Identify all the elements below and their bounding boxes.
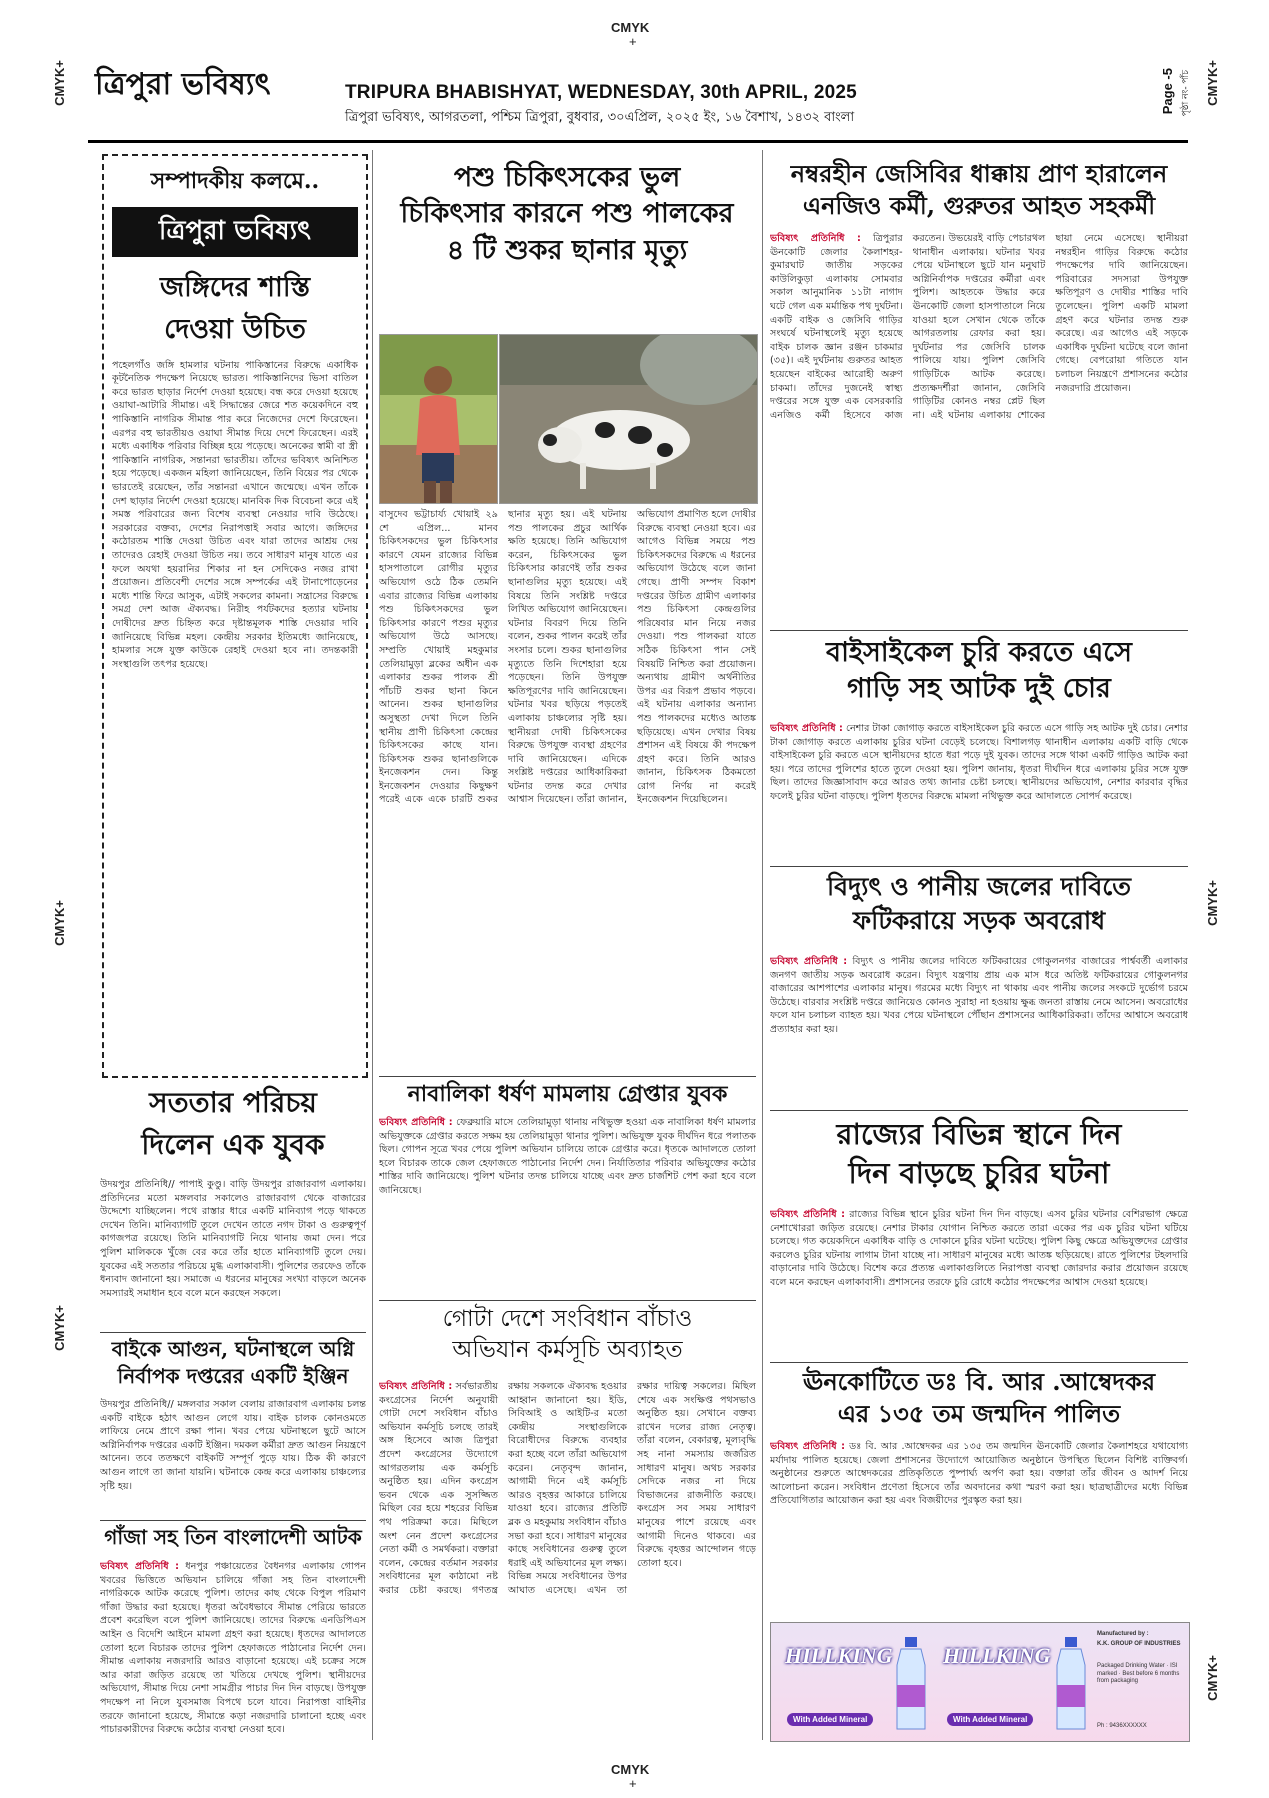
story-honesty-headline-l1: সততার পরিচয় — [149, 1086, 317, 1119]
hillking-advertisement[interactable] — [770, 1622, 1190, 1742]
story-water-headline-l2: ফটিকরায়ে সড়ক অবরোধ — [852, 905, 1106, 935]
story-constitution-headline-l2: অভিযান কর্মসূচি অব্যাহত — [452, 1337, 683, 1364]
water-bottle-icon — [1051, 1635, 1091, 1733]
story-theft-headline-l2: দিন বাড়ছে চুরির ঘটনা — [848, 1156, 1110, 1191]
divider — [379, 1076, 756, 1077]
story-ambedkar-headline-l2: এর ১৩৫ তম জন্মদিন পালিত — [837, 1399, 1121, 1429]
registration-right-top: CMYK+ — [1205, 60, 1220, 106]
story-theft-byline: ভবিষ্যৎ প্রতিনিধি : — [770, 1209, 845, 1220]
story-bicycle-headline-l1: বাইসাইকেল চুরি করতে এসে — [826, 637, 1132, 668]
story-water-headline-l1: বিদ্যুৎ ও পানীয় জলের দাবিতে — [826, 872, 1132, 901]
story-vet-headline — [378, 160, 756, 269]
masthead-logo: ত্রিপুরা ভবিষ্যৎ — [95, 67, 271, 102]
story-rape-text: ফেব্রুয়ারি মাসে তেলিয়ামুড়া থানায় নথিভুক্ত হওয়া এক নাবালিকা ধর্ষণ মামলার অভিযুক্তকে গ্রেপ্তার করতে সক্ষম হয় তেলিয়ামুড়া থানার পুলিশ। অভিযুক্ত যুবক দীর্ঘদিন ধরে পলাতক ছিল। গোপন সূত্রে খবর পেয়ে পুলিশ অভিযান চালিয়ে তাকে গ্রেপ্তার করে। ধৃতকে আদালতে তোলা হলে বিচারক তাকে জেল হেফাজতে পাঠানোর নির্দেশ দেন। নির্যাতিতার পরিবার অভিযুক্তের কঠোর শাস্তির দাবি জানিয়েছে। পুলিশ ঘটনার তদন্ত চালিয়ে যাচ্ছে এবং দ্রুত চার্জশিট পেশ করা হবে বলে জানিয়েছে। — [379, 1117, 756, 1196]
divider — [100, 1520, 366, 1521]
story-bicycle-body — [770, 722, 1188, 862]
story-theft-headline — [770, 1115, 1188, 1193]
divider — [770, 1362, 1188, 1363]
story-jcb-byline: ভবিষ্যৎ প্রতিনিধি : — [770, 233, 861, 244]
ad-maker: K.K. GROUP OF INDUSTRIES — [1097, 1641, 1181, 1647]
story-vet-headline-l1: পশু চিকিৎসকের ভুল — [453, 162, 681, 193]
story-water-headline — [770, 870, 1188, 938]
divider — [770, 1110, 1188, 1111]
story-jcb-headline — [770, 158, 1188, 223]
story-water-text: বিদ্যুৎ ও পানীয় জলের দাবিতে ফটিকরায়ের গোকুলনগর বাজারের পার্শ্ববর্তী এলাকার জনগণ জাতীয় সড়ক অবরোধ করেন। বিদ্যুৎ যন্ত্রণায় প্রায় এক মাস ধরে অতিষ্ট ফটিকরায়ের গোকুলনগর বাজারের আশপাশের এলাকার মানুষ। গরমের মধ্যে বিদ্যুৎ না থাকায় এবং পানীয় জলের সংকটে দুর্ভোগ চরমে উঠেছে। বারবার সংশ্লিষ্ট দপ্তরে জানিয়েও কোনও সুরাহা না হওয়ায় ক্ষুব্ধ জনতা রাস্তায় নেমে আসেন। অবরোধের ফলে যান চলাচল ব্যাহত হয়। খবর পেয়ে ঘটনাস্থলে পৌঁছান প্রশাসনের আধিকারিকরা। তাঁদের আশ্বাসে অবরোধ প্রত্যাহার করা হয়। — [770, 956, 1188, 1035]
story-ambedkar-body — [770, 1440, 1188, 1615]
story-ambedkar-headline — [770, 1366, 1188, 1431]
divider — [770, 630, 1188, 631]
ad-tagline-right: With Added Mineral — [947, 1713, 1033, 1726]
story-constitution-byline: ভবিষ্যৎ প্রতিনিধি : — [379, 1381, 453, 1392]
story-constitution-headline-l1: গোটা দেশে সংবিধান বাঁচাও — [442, 1306, 693, 1332]
story-honesty-headline-l2: দিলেন এক যুবক — [141, 1128, 325, 1161]
editorial-kicker: সম্পাদকীয় কলমে.. — [150, 168, 320, 194]
story-vet-headline-l2: চিকিৎসার কারনে পশু পালকের — [400, 198, 734, 230]
editorial-title: জঙ্গিদের শাস্তি দেওয়া উচিত — [159, 272, 311, 345]
story-jcb-headline-l2: এনজিও কর্মী, গুরুতর আহত সহকর্মী — [802, 191, 1156, 221]
story-ganja-text: ধনপুর পঞ্চায়েতের বৈধনগর এলাকায় গোপন খবরের ভিত্তিতে অভিযান চালিয়ে গাঁজা সহ তিন বাংলাদেশী নাগরিককে আটক করেছে পুলিশ। তাদের কাছ থেকে বিপুল পরিমাণ গাঁজা উদ্ধার করা হয়েছে। ধৃতরা অবৈধভাবে সীমান্ত পেরিয়ে ভারতে প্রবেশ করেছিল বলে পুলিশ জানিয়েছে। তাদের বিরুদ্ধে এনডিপিএস আইন ও বিদেশি আইনে মামলা গ্রহণ করা হয়েছে। ধৃতদের আদালতে তোলা হলে বিচারক তাদের পুলিশ হেফাজতে পাঠানোর নির্দেশ দেন। সীমান্ত এলাকায় নজরদারি আরও বাড়ানো হয়েছে। এই চক্রের সঙ্গে আর কারা জড়িত রয়েছে তা খতিয়ে দেখছে পুলিশ। স্থানীয়দের অভিযোগ, সীমান্ত দিয়ে নেশা সামগ্রীর পাচার দিন দিন বাড়ছে। উপযুক্ত পদক্ষেপ না নিলে যুবসমাজ বিপথে চলে যাবে। নিরাপত্তা বাহিনীর তরফে জানানো হয়েছে, সীমান্তে কড়া নজরদারি চালানো হচ্ছে এবং পাচারকারীদের বিরুদ্ধে কঠোর ব্যবস্থা নেওয়া হবে। — [100, 1561, 366, 1736]
column-rule — [372, 150, 373, 1740]
divider — [770, 866, 1188, 867]
story-rape-body — [379, 1116, 756, 1296]
story-fire-headline — [100, 1336, 366, 1390]
water-bottle-icon — [891, 1635, 931, 1733]
registration-top: CMYK — [611, 20, 650, 35]
story-vet-headline-l3: ৪ টি শুকর ছানার মৃত্যু — [446, 234, 688, 266]
story-fire-headline-l2: নির্বাপক দপ্তরের একটি ইঞ্জিন — [117, 1364, 349, 1388]
story-honesty-headline — [100, 1082, 366, 1166]
story-ambedkar-headline-l1: ঊনকোটিতে ডঃ বি. আর .আম্বেদকর — [802, 1367, 1156, 1396]
ad-brand-right: HILLKING — [943, 1643, 1051, 1668]
page-number: Page -5 — [1160, 68, 1175, 115]
story-water-byline: ভবিষ্যৎ প্রতিনিধি : — [770, 956, 848, 967]
story-vet-body: বাসুদেব ভট্টাচার্য্য খোয়াই ২৯ শে এপ্রিল... মানব চিকিৎসকদের ভুল চিকিৎসার কারণে যেমন রাজ্যের বিভিন্ন হাসপাতালে রোগীর মৃত্যুর অভিযোগ ওঠে ঠিক তেমনি এবার রাজ্যের বিভিন্ন এলাকায় পশু চিকিৎসকদের ভুল চিকিৎসার কারণে পশুর মৃত্যুর অভিযোগ উঠে আসছে। সম্প্রতি খোয়াই মহকুমার তেলিয়ামুড়া ব্লকের অধীন এক এলাকার শুকর পালক শ্রী পাঁচটি শুকর ছানা কিনে আনেন। শুকর ছানাগুলির অসুস্থতা দেখা দিলে তিনি স্থানীয় প্রাণী চিকিৎসা কেন্দ্রের চিকিৎসকের কাছে যান। চিকিৎসক শুকর ছানাগুলিকে ইনজেকশন দেন। কিন্তু ইনজেকশন দেওয়ার কিছুক্ষণ পরেই একে একে চারটি শুকর ছানার মৃত্যু হয়। এই ঘটনায় পশু পালকের প্রচুর আর্থিক ক্ষতি হয়েছে। তিনি অভিযোগ করেন, চিকিৎসকের ভুল চিকিৎসার কারণেই তাঁর শুকর ছানাগুলির মৃত্যু হয়েছে। এই বিষয়ে তিনি সংশ্লিষ্ট দপ্তরে লিখিত অভিযোগ জানিয়েছেন। ঘটনার বিবরণ দিয়ে তিনি বলেন, শুকর পালন করেই তাঁর সংসার চলে। শুকর ছানাগুলির মৃত্যুতে তিনি দিশেহারা হয়ে পড়েছেন। তিনি উপযুক্ত ক্ষতিপূরণের দাবি জানিয়েছেন। ঘটনার খবর ছড়িয়ে পড়তেই এলাকায় চাঞ্চল্যের সৃষ্টি হয়। স্থানীয়রা দোষী চিকিৎসকের বিরুদ্ধে উপযুক্ত ব্যবস্থা গ্রহণের দাবি জানিয়েছেন। এদিকে সংশ্লিষ্ট দপ্তরের আধিকারিকরা ঘটনার তদন্ত করে দেখার আশ্বাস দিয়েছেন। তাঁরা জানান, অভিযোগ প্রমাণিত হলে দোষীর বিরুদ্ধে ব্যবস্থা নেওয়া হবে। এর আগেও বিভিন্ন সময়ে পশু চিকিৎসকদের বিরুদ্ধে এ ধরনের অভিযোগ উঠেছে বলে জানা গেছে। প্রাণী সম্পদ বিকাশ দপ্তরের উচিত গ্রামীণ এলাকার পশু চিকিৎসা কেন্দ্রগুলির পরিষেবার মান নিয়ে নজর দেওয়া। পশু পালকরা যাতে সঠিক চিকিৎসা পান সেই বিষয়টি নিশ্চিত করা প্রয়োজন। অন্যথায় গ্রামীণ অর্থনীতির উপর এর বিরূপ প্রভাব পড়বে। এই ঘটনায় এলাকার অন্যান্য পশু পালকদের মধ্যেও আতঙ্ক ছড়িয়েছে। এখন দেখার বিষয় প্রশাসন এই বিষয়ে কী পদক্ষেপ গ্রহণ করে। তিনি আরও জানান, চিকিৎসক ঠিকমতো রোগ নির্ণয় না করেই ইনজেকশন দিয়েছিলেন। — [379, 509, 756, 806]
registration-left-bottom: CMYK+ — [52, 1305, 67, 1351]
story-theft-text: রাজ্যের বিভিন্ন স্থানে চুরির ঘটনা দিন দিন বাড়ছে। এসব চুরির ঘটনার বেশিরভাগ ক্ষেত্রে নেশাখোররা জড়িত রয়েছে। নেশার টাকার যোগান নিশ্চিত করতে তারা একের পর এক চুরির ঘটনা ঘটিয়ে চলেছে। গত কয়েকদিনে একাধিক বাড়ি ও দোকানে চুরির ঘটনা ঘটেছে। পুলিশ কিছু ক্ষেত্রে অভিযুক্তদের গ্রেপ্তার করলেও চুরির ঘটনায় লাগাম টানা যাচ্ছে না। সাধারণ মানুষের মধ্যে আতঙ্ক ছড়িয়েছে। রাতে পুলিশের টহলদারি বাড়ানোর দাবি উঠেছে। বিশেষ করে প্রত্যন্ত এলাকাগুলিতে নিরাপত্তা ব্যবস্থা জোরদার করার প্রয়োজন রয়েছে বলে মনে করছেন এলাকাবাসী। প্রশাসনের তরফে চুরি রোধে কঠোর পদক্ষেপের আশ্বাস দেওয়া হয়েছে। — [770, 1209, 1188, 1288]
story-jcb-text: ত্রিপুরার ঊনকোটি জেলার কৈলাশহর-কুমারঘাট জাতীয় সড়কের কাউলিকুড়া এলাকায় সোমবার সকাল আনুমানিক ১১টা নাগাদ ঘটে গেল এক মর্মান্তিক পথ দুর্ঘটনা। একটি বাইক ও জেসিবি গাড়ির সংঘর্ষে ঘটনাস্থলেই মৃত্যু হয়েছে বাইক চালক জ্ঞান রঞ্জন চাকমার (৩৫)। এই দুর্ঘটনায় গুরুতর আহত হয়েছেন বাইকের আরোহী অরুণ চাকমা। তাঁদের দুজনেই স্বাস্থ্য দপ্তরের সঙ্গে যুক্ত এক বেসরকারি এনজিও কর্মী হিসেবে কাজ করতেন। উভয়েরই বাড়ি পেচারথল থানাধীন এলাকায়। ঘটনার খবর পেয়ে ঘটনাস্থলে ছুটে যান মনুঘাট অগ্নিনির্বাপক দপ্তরের কর্মীরা এবং পুলিশ। আহতকে উদ্ধার করে ঊনকোটি জেলা হাসপাতালে নিয়ে যাওয়া হলে সেখান থেকে তাঁকে আগরতলায় রেফার করা হয়। দুর্ঘটনার পর জেসিবি চালক পালিয়ে যায়। পুলিশ জেসিবি গাড়িটিকে আটক করেছে। প্রত্যক্ষদর্শীরা জানান, জেসিবি গাড়িটির কোনও নম্বর প্লেট ছিল না। এই ঘটনায় এলাকায় শোকের ছায়া নেমে এসেছে। স্থানীয়রা নম্বরহীন গাড়ির বিরুদ্ধে কঠোর পদক্ষেপের দাবি জানিয়েছেন। পরিবারের সদস্যরা উপযুক্ত ক্ষতিপূরণ ও দোষীর শাস্তির দাবি তুলেছেন। পুলিশ একটি মামলা গ্রহণ করে ঘটনার তদন্ত শুরু করেছে। এর আগেও এই সড়কে একাধিক দুর্ঘটনা ঘটেছে বলে জানা গেছে। বেপরোয়া গতিতে যান চলাচল নিয়ন্ত্রণে প্রশাসনের কঠোর নজরদারি প্রয়োজন। — [770, 233, 1188, 421]
story-rape-headline: নাবালিকা ধর্ষণ মামলায় গ্রেপ্তার যুবক — [407, 1081, 728, 1107]
story-theft-body — [770, 1208, 1188, 1358]
registration-top-plus: + — [629, 34, 637, 49]
story-water-body — [770, 955, 1188, 1105]
story-ganja-byline: ভবিষ্যৎ প্রতিনিধি : — [100, 1561, 179, 1572]
story-bicycle-byline: ভবিষ্যৎ প্রতিনিধি : — [770, 723, 843, 734]
registration-bottom-plus: + — [629, 1776, 637, 1791]
story-ambedkar-text: ডঃ বি. আর .আম্বেদকর এর ১৩৫ তম জন্মদিন ঊনকোটি জেলার কৈলাশহরে যথাযোগ্য মর্যাদায় পালিত হয়েছে। জেলা প্রশাসনের উদ্যোগে আয়োজিত অনুষ্ঠানে উপস্থিত ছিলেন বিশিষ্ট ব্যক্তিবর্গ। অনুষ্ঠানের শুরুতে আম্বেদকরের প্রতিকৃতিতে পুষ্পার্ঘ্য অর্পণ করা হয়। বক্তারা তাঁর জীবন ও আদর্শ নিয়ে আলোচনা করেন। সংবিধান প্রণেতা হিসেবে তাঁর অবদানের কথা স্মরণ করা হয়। ছাত্রছাত্রীদের মধ্যে বিভিন্ন প্রতিযোগিতার আয়োজন করা হয় এবং বিজয়ীদের পুরস্কৃত করা হয়। — [770, 1441, 1188, 1507]
ad-brand-left: HILLKING — [785, 1643, 893, 1668]
story-constitution-body — [379, 1380, 756, 1740]
story-constitution-headline — [379, 1304, 756, 1366]
ad-fine-print: Packaged Drinking Water · ISI marked · Best before 6 months from packaging — [1097, 1663, 1180, 1684]
story-bicycle-headline-l2: গাড়ি সহ আটক দুই চোর — [847, 673, 1111, 705]
story-rape-byline: ভবিষ্যৎ প্রতিনিধি : — [379, 1117, 453, 1128]
masthead-rule — [88, 140, 1188, 143]
ad-phone: Ph : 9436XXXXXX — [1097, 1723, 1147, 1729]
story-jcb-body — [770, 232, 1188, 627]
story-theft-headline-l1: রাজ্যের বিভিন্ন স্থানে দিন — [836, 1117, 1122, 1151]
registration-right-bottom: CMYK+ — [1205, 1655, 1220, 1701]
registration-right-mid: CMYK+ — [1205, 880, 1220, 926]
photo-dead-piglet — [499, 334, 758, 504]
editorial-box — [102, 154, 368, 1078]
registration-left-top: CMYK+ — [52, 60, 67, 106]
story-ganja-headline: গাঁজা সহ তিন বাংলাদেশী আটক — [104, 1525, 362, 1549]
registration-bottom: CMYK — [611, 1762, 650, 1777]
story-bicycle-headline — [770, 635, 1188, 708]
story-ambedkar-byline: ভবিষ্যৎ প্রতিনিধি : — [770, 1441, 845, 1452]
photo-farmer — [379, 334, 498, 504]
story-ganja-body — [100, 1560, 366, 1740]
story-fire-headline-l1: বাইকে আগুন, ঘটনাস্থলে অগ্নি — [111, 1337, 355, 1361]
registration-left-mid: CMYK+ — [52, 900, 67, 946]
masthead-title: TRIPURA BHABISHYAT, WEDNESDAY, 30th APRIL, 2025 — [345, 82, 857, 103]
ad-maker-title: Manufactured by : — [1097, 1631, 1149, 1637]
ad-tagline-left: With Added Mineral — [787, 1713, 873, 1726]
story-honesty-body: উদয়পুর প্রতিনিধি// পাপাই কুণ্ডু। বাড়ি উদয়পুর রাজারবাগ এলাকায়। প্রতিদিনের মতো মঙ্গলবার সকালেও রাজারবাগ থেকে বাজারের উদ্দেশ্যে যাচ্ছিলেন। পথে রাস্তার ধারে একটি মানিব্যাগ পড়ে থাকতে দেখেন তিনি। মানিব্যাগটি তুলে দেখেন তাতে নগদ টাকা ও গুরুত্বপূর্ণ কাগজপত্র রয়েছে। তিনি মানিব্যাগটি নিয়ে থানায় জমা দেন। পরে পুলিশ মালিককে খুঁজে বের করে তাঁর হাতে মানিব্যাগটি তুলে দেয়। যুবকের এই সততার পরিচয়ে মুগ্ধ এলাকাবাসী। পুলিশের তরফেও তাঁকে ধন্যবাদ জানানো হয়। সমাজে এ ধরনের মানুষের সংখ্যা বাড়লে অনেক সমস্যারই সমাধান হবে বলে মনে করছেন সকলে। — [100, 1179, 366, 1299]
divider — [379, 1300, 756, 1301]
column-rule — [762, 150, 763, 1740]
story-bicycle-text: নেশার টাকা জোগাড় করতে বাইসাইকেল চুরি করতে এসে গাড়ি সহ আটক দুই চোর। নেশার টাকা জোগাড় করতে এলাকায় চুরির ঘটনা বেড়েই চলেছে। বিশালগড় থানাধীন এলাকায় একটি বাড়ি থেকে বাইসাইকেল চুরি করতে এসে স্থানীয়দের হাতে ধরা পড়ে দুই যুবক। তাদের সঙ্গে থাকা একটি গাড়িও আটক করা হয়। পরে তাদের পুলিশের হাতে তুলে দেওয়া হয়। পুলিশ জানায়, ধৃতরা দীর্ঘদিন ধরে এলাকায় চুরির সঙ্গে যুক্ত ছিল। তাদের জিজ্ঞাসাবাদ করে আরও তথ্য জানার চেষ্টা চলছে। স্থানীয়দের অভিযোগ, নেশার কারবার বৃদ্ধির ফলেই চুরির ঘটনা বাড়ছে। পুলিশ ধৃতদের বিরুদ্ধে মামলা নথিভুক্ত করে আদালতে সোপর্দ করেছে। — [770, 723, 1188, 802]
editorial-body: পহেলগাঁও জঙ্গি হামলার ঘটনায় পাকিস্তানের বিরুদ্ধে একাধিক কূটনৈতিক পদক্ষেপ নিয়েছে ভারত। পাকিস্তানিদের ভিসা বাতিল করে ভারত ছাড়ার নির্দেশ দেওয়া হয়েছে। বন্ধ করে দেওয়া হয়েছে ওয়াঘা-আটারি সীমান্ত। এই সিদ্ধান্তের জেরে শত কয়েকদিনে বহু পাকিস্তানি নাগরিক সীমান্ত পার করে নিজেদের দেশে ফিরেছেন। এরপর বহু ভারতীয়ও ওয়াঘা সীমান্ত দিয়ে দেশে ফিরেছেন। এরই মধ্যে একাধিক পরিবার বিচ্ছিন্ন হয়ে পড়েছে। অনেকের স্বামী বা স্ত্রী পাকিস্তানি নাগরিক, সন্তানরা ভারতীয়। তাঁদের ভবিষ্যৎ অনিশ্চিত হয়ে পড়েছে। একজন মহিলা জানিয়েছেন, তিনি বিয়ের পর থেকে ভারতেই রয়েছেন, তাঁর সন্তানরা এখানে জন্মেছে। এখন তাঁকে দেশ ছাড়ার নির্দেশ দেওয়া হয়েছে। মানবিক দিক বিবেচনা করে এই সমস্ত পরিবারের জন্য বিশেষ ব্যবস্থা নেওয়ার দাবি উঠেছে। সরকারের বক্তব্য, দেশের নিরাপত্তাই সবার আগে। জঙ্গিদের কঠোরতম শাস্তি দেওয়া উচিত এবং যারা তাদের আশ্রয় দেয় তাদেরও রেহাই দেওয়া উচিত নয়। তবে সাধারণ মানুষ যাতে এর ফলে অযথা হয়রানির শিকার না হন সেদিকেও নজর রাখা প্রয়োজন। প্রতিবেশী দেশের সঙ্গে সম্পর্কের এই টানাপোড়েনের মধ্যে শান্তি ফিরে আসুক, এটাই সকলের কামনা। সন্ত্রাসের বিরুদ্ধে সমগ্র দেশ আজ ঐক্যবদ্ধ। নিরীহ পর্যটকদের হত্যার ঘটনায় দোষীদের দ্রুত চিহ্নিত করে দৃষ্টান্তমূলক শাস্তি দেওয়ার দাবি জানিয়েছে বিভিন্ন মহল। কেন্দ্রীয় সরকার ইতিমধ্যে জানিয়েছে, হামলার সঙ্গে যুক্ত কাউকে রেহাই দেওয়া হবে না। তদন্তকারী সংস্থাগুলি তৎপর হয়েছে। — [112, 359, 358, 670]
masthead-subtitle: ত্রিপুরা ভবিষ্যৎ, আগরতলা, পশ্চিম ত্রিপুরা, বুধবার, ৩০এপ্রিল, ২০২৫ ইং, ১৬ বৈশাখ, ১৪৩২ বাংলা — [345, 110, 855, 125]
story-jcb-headline-l1: নম্বরহীন জেসিবির ধাক্কায় প্রাণ হারালেন — [790, 159, 1168, 188]
page-number-bn: পৃষ্ঠা নং- পাঁচ — [1181, 70, 1191, 117]
editorial-paper-name: ত্রিপুরা ভবিষ্যৎ — [112, 207, 358, 257]
story-fire-body: উদয়পুর প্রতিনিধি// মঙ্গলবার সকাল বেলায় রাজারবাগ এলাকায় চলন্ত একটি বাইকে হঠাৎ আগুন লেগে যায়। বাইক চালক কোনওমতে লাফিয়ে নেমে প্রাণে রক্ষা পান। খবর পেয়ে ঘটনাস্থলে ছুটে আসে অগ্নিনির্বাপক দপ্তরের একটি ইঞ্জিন। দমকল কর্মীরা দ্রুত আগুন নিয়ন্ত্রণে আনেন। তবে ততক্ষণে বাইকটি সম্পূর্ণ পুড়ে যায়। ঠিক কী কারণে আগুন লাগে তা জানা যায়নি। ঘটনাকে কেন্দ্র করে এলাকায় চাঞ্চল্যের সৃষ্টি হয়। — [100, 1399, 366, 1492]
story-constitution-text: সর্বভারতীয় কংগ্রেসের নির্দেশ অনুযায়ী গোটা দেশে সংবিধান বাঁচাও অভিযান কর্মসূচি চলছে তারই অঙ্গ হিসেবে আজ ত্রিপুরা প্রদেশ কংগ্রেসের উদ্যোগে আগরতলায় এক কর্মসূচি অনুষ্ঠিত হয়। এদিন কংগ্রেস ভবন থেকে এক সুসজ্জিত মিছিল বের হয়ে শহরের বিভিন্ন পথ পরিক্রমা করে। মিছিলে অংশ নেন প্রদেশ কংগ্রেসের নেতা কর্মী ও সমর্থকরা। বক্তারা বলেন, কেন্দ্রের বর্তমান সরকার সংবিধানের মূল কাঠামো নষ্ট করার চেষ্টা করছে। গণতন্ত্র রক্ষায় সকলকে ঐক্যবদ্ধ হওয়ার আহ্বান জানানো হয়। ইডি, সিবিআই ও আইটি-র মতো কেন্দ্রীয় সংস্থাগুলিকে বিরোধীদের বিরুদ্ধে ব্যবহার করা হচ্ছে বলে তাঁরা অভিযোগ করেন। নেতৃবৃন্দ জানান, আগামী দিনে এই কর্মসূচি আরও বৃহত্তর আকারে চালিয়ে যাওয়া হবে। রাজ্যের প্রতিটি ব্লক ও মহকুমায় সংবিধান বাঁচাও সভা করা হবে। সাধারণ মানুষের কাছে সংবিধানের গুরুত্ব তুলে ধরাই এই অভিযানের মূল লক্ষ্য। বিভিন্ন সময়ে সংবিধানের উপর আঘাত এসেছে। এখন তা রক্ষার দায়িত্ব সকলের। মিছিল শেষে এক সংক্ষিপ্ত পথসভাও অনুষ্ঠিত হয়। সেখানে বক্তব্য রাখেন দলের রাজ্য নেতৃত্ব। তাঁরা বলেন, বেকারত্ব, মূল্যবৃদ্ধি সহ নানা সমস্যায় জর্জরিত সাধারণ মানুষ। অথচ সরকার সেদিকে নজর না দিয়ে বিভাজনের রাজনীতি করছে। কংগ্রেস সব সময় সাধারণ মানুষের পাশে রয়েছে এবং আগামী দিনেও থাকবে। এর বিরুদ্ধে বৃহত্তর আন্দোলন গড়ে তোলা হবে। — [379, 1381, 756, 1596]
divider — [100, 1332, 366, 1333]
